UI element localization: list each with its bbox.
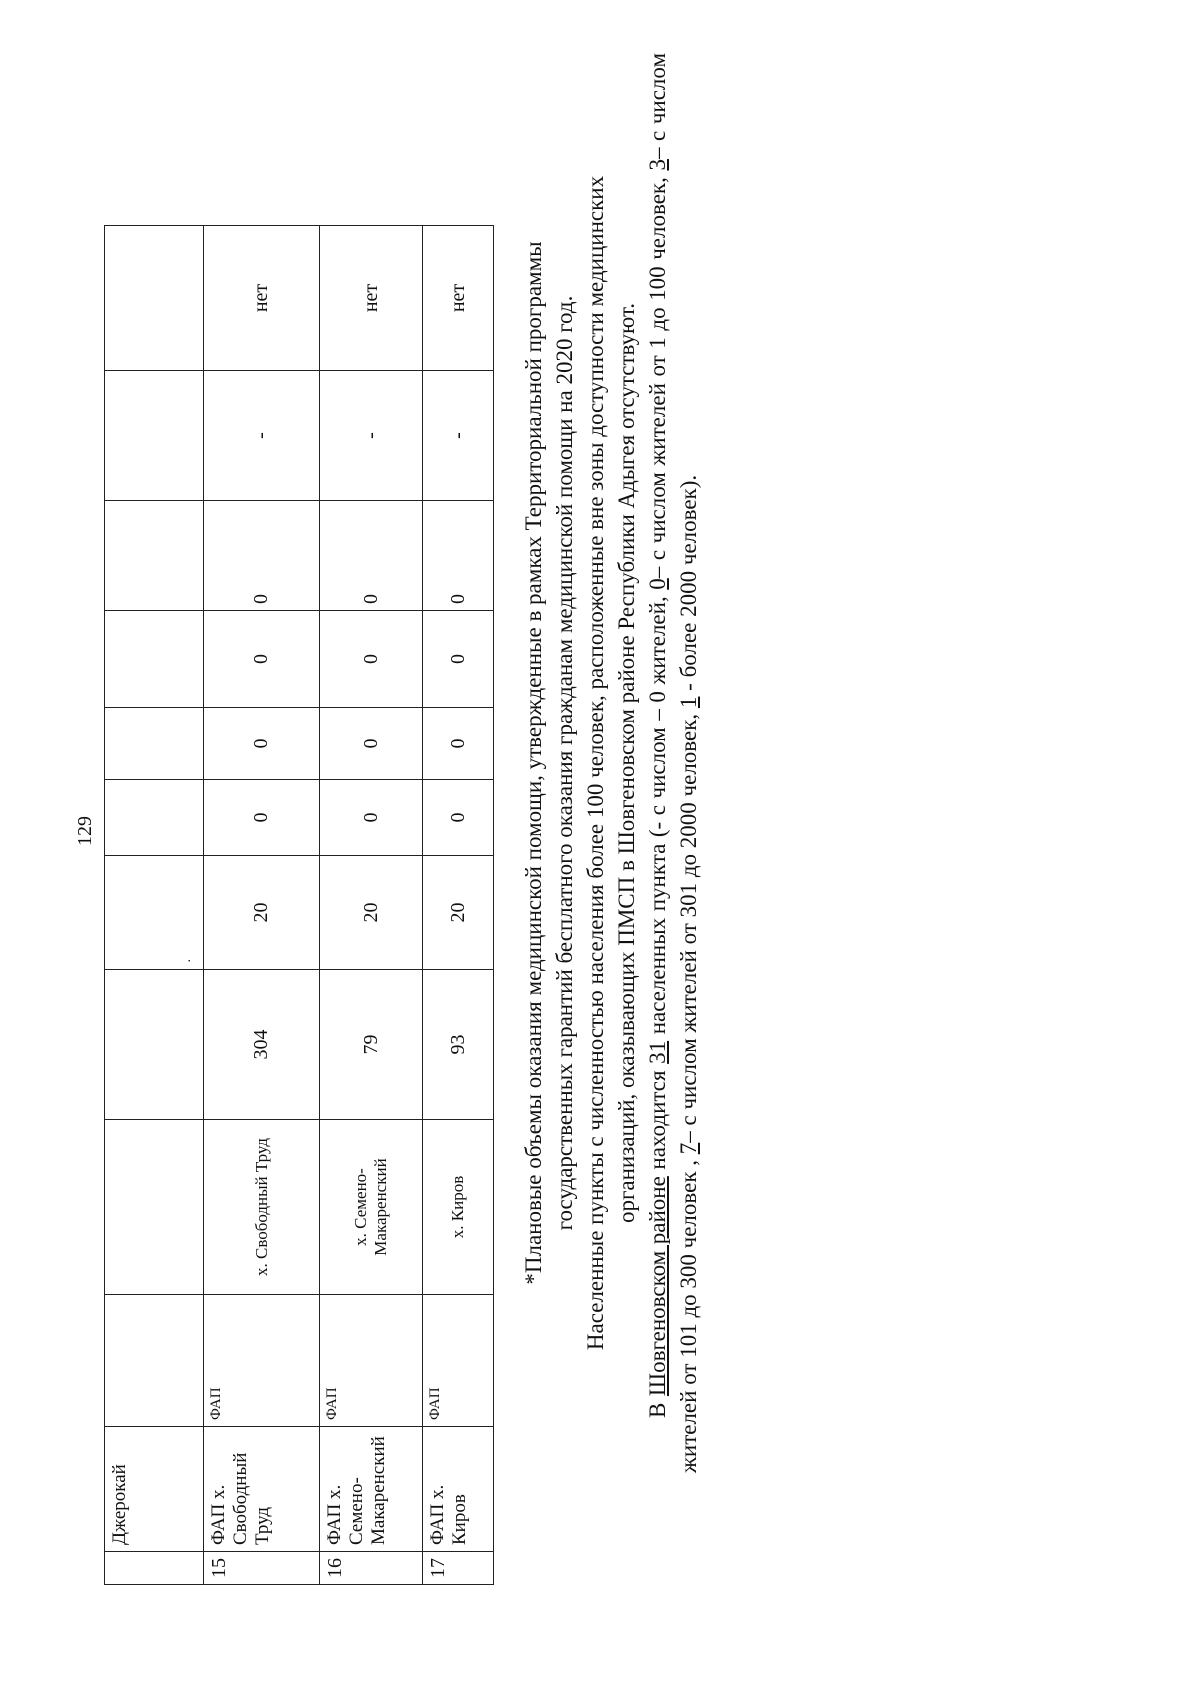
text-run: находится	[645, 1063, 670, 1177]
notice-line: Населенные пункты с численностью населения более 100 человек, расположенные вне зоны доступности медицинских	[583, 175, 608, 1351]
text-run-underlined: Шовгеновском районе	[645, 1176, 670, 1397]
table-row	[204, 226, 320, 1585]
row-number: 16	[320, 1552, 423, 1585]
settlements-paragraph	[642, 53, 704, 1473]
table-cell	[105, 1295, 204, 1427]
table-cell	[105, 970, 204, 1120]
value-cell: 0	[320, 780, 423, 856]
value-cell: 20	[204, 856, 320, 970]
facility-name: ФАП х. Киров	[423, 1427, 494, 1552]
footnote-line: государственных гарантий бесплатного оказания гражданам медицинской помощи на 2020 год.	[552, 295, 577, 1231]
table-cell	[105, 780, 204, 856]
value-cell: 0	[423, 780, 494, 856]
row-number: 15	[204, 1552, 320, 1585]
text-run-underlined: 7	[676, 1142, 701, 1155]
facility-name: ФАП х. Свободный Труд	[204, 1427, 320, 1552]
table-cell	[105, 501, 204, 611]
value-cell: 0	[204, 780, 320, 856]
facility-type: ФАП	[204, 1295, 320, 1427]
value-cell: нет	[320, 226, 423, 371]
locality: х. Киров	[423, 1120, 494, 1295]
facilities-table	[104, 225, 494, 1585]
value-cell: 0	[320, 611, 423, 708]
text-run-underlined: 31	[645, 1040, 670, 1064]
table-cell	[105, 1552, 204, 1585]
page-number: 129	[74, 816, 96, 846]
notice-line: организаций, оказывающих ПМСП в Шовгеновском районе Республики Адыгея отсутствуют.	[614, 302, 639, 1224]
table-row	[105, 226, 204, 1585]
table-cell	[105, 856, 204, 970]
text-run: – с числом жителей от 301 до 2000 человек,	[676, 708, 701, 1143]
facility-type: ФАП	[320, 1295, 423, 1427]
population: 93	[423, 970, 494, 1120]
table-row	[320, 226, 423, 1585]
text-run: населенных пункта (- с числом – 0 жителей,	[645, 589, 670, 1041]
value-cell: нет	[423, 226, 494, 371]
value-cell: 0	[204, 611, 320, 708]
table-cell-name: Джерокай	[105, 1427, 204, 1552]
value-cell: 0	[423, 501, 494, 611]
text-run-underlined: 1	[676, 696, 701, 709]
population: 79	[320, 970, 423, 1120]
text-run-underlined: 0	[645, 578, 670, 590]
value-cell: 0	[423, 611, 494, 708]
stray-mark: ·	[182, 958, 198, 963]
value-cell: 0	[320, 708, 423, 780]
text-run: – с числом жителей от 101 до 300 человек ,	[645, 52, 701, 1473]
row-number: 17	[423, 1552, 494, 1585]
value-cell: -	[320, 371, 423, 501]
value-cell: 0	[204, 708, 320, 780]
value-cell: 0	[320, 501, 423, 611]
value-cell: 20	[320, 856, 423, 970]
notes-section	[518, 53, 704, 1473]
table-cell	[105, 371, 204, 501]
facility-name: ФАП х. Семено-Макаренский	[320, 1427, 423, 1552]
locality: х. Свободный Труд	[204, 1120, 320, 1295]
value-cell: 0	[204, 501, 320, 611]
text-run: - более 2000 человек).	[676, 474, 701, 697]
value-cell: 20	[423, 856, 494, 970]
population: 304	[204, 970, 320, 1120]
table-row	[423, 226, 494, 1585]
facility-type: ФАП	[423, 1295, 494, 1427]
value-cell: -	[204, 371, 320, 501]
table-cell	[105, 1120, 204, 1295]
locality: х. Семено-Макаренский	[320, 1120, 423, 1295]
value-cell: нет	[204, 226, 320, 371]
footnote-line: *Плановые объемы оказания медицинской помощи, утвержденные в рамках Территориальной программы	[521, 241, 546, 1285]
table-cell	[105, 611, 204, 708]
table-cell	[105, 226, 204, 371]
text-run: В	[645, 1396, 670, 1418]
text-run: – с числом жителей от 1 до 100 человек,	[645, 170, 670, 579]
text-run-underlined: 3	[645, 159, 670, 171]
table-cell	[105, 708, 204, 780]
value-cell: 0	[423, 708, 494, 780]
value-cell: -	[423, 371, 494, 501]
